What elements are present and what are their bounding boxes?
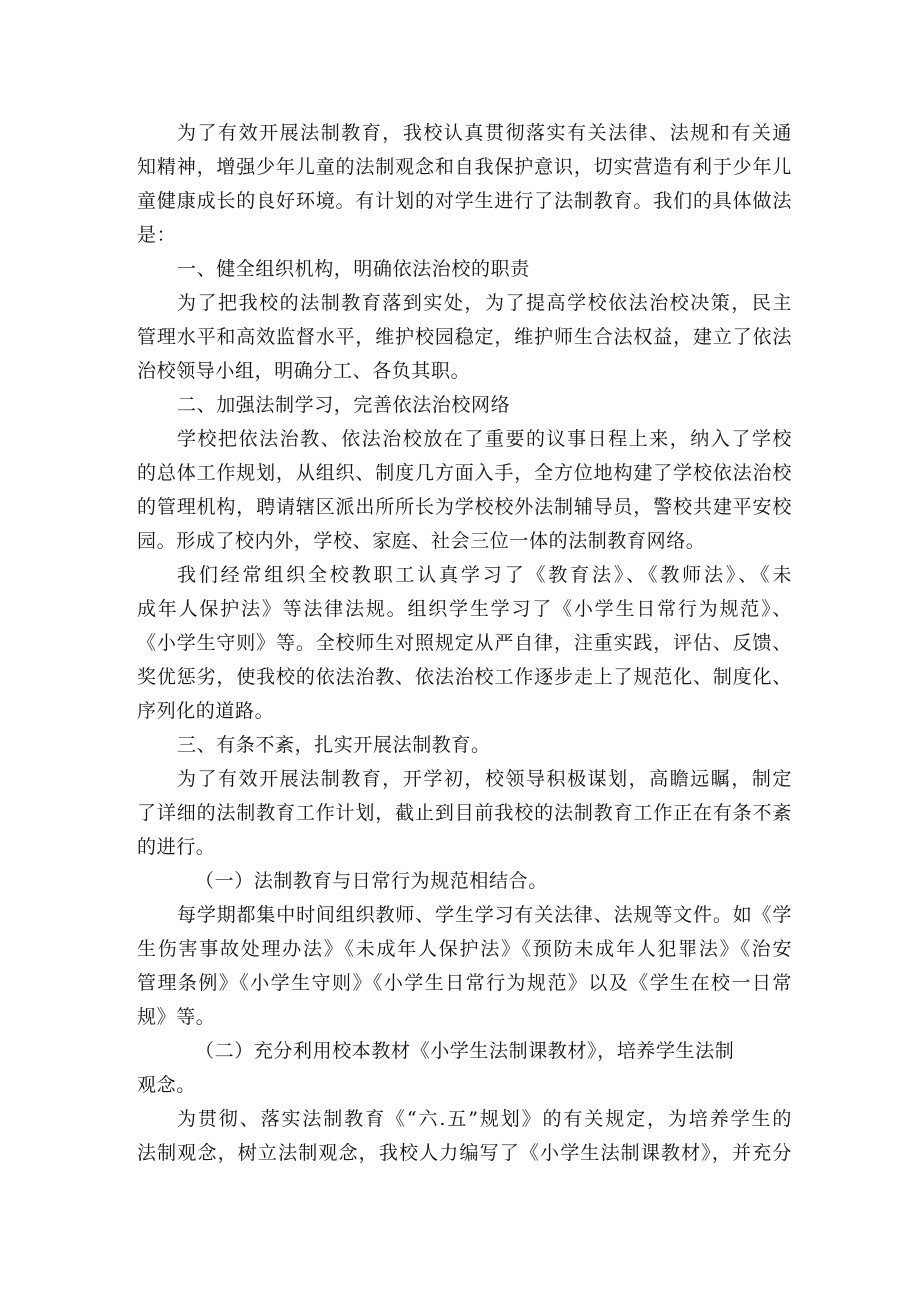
- paragraph-1-line-1: 为了有效开展法制教育，我校认真贯彻落实有关法律、法规和有关通: [177, 122, 792, 144]
- paragraph-1-line-2: 知精神，增强少年儿童的法制观念和自我保护意识，切实营造有利于少年儿: [137, 156, 792, 178]
- paragraph-2-line-2: 管理水平和高效监督水平，维护校园稳定，维护师生合法权益，建立了依法: [137, 326, 792, 348]
- paragraph-4-line-2: 成年人保护法》等法律法规。组织学生学习了《小学生日常行为规范》、: [137, 598, 792, 620]
- paragraph-4-line-1: 我们经常组织全校教职工认真学习了《教育法》、《教师法》、《未: [177, 564, 792, 586]
- paragraph-3-line-4: 园。形成了校内外，学校、家庭、社会三位一体的法制教育网络。: [137, 530, 706, 552]
- paragraph-4-line-4: 奖优惩劣，使我校的依法治教、依法治校工作逐步走上了规范化、制度化、: [137, 666, 792, 688]
- paragraph-5-line-1: 为了有效开展法制教育，开学初，校领导积极谋划，高瞻远瞩，制定: [177, 768, 792, 790]
- paragraph-2-line-1: 为了把我校的法制教育落到实处，为了提高学校依法治校决策，民主: [177, 292, 792, 314]
- section-heading-2: 二、加强法制学习，完善依法治校网络: [177, 394, 511, 416]
- subsection-heading-1: （一）法制教育与日常行为规范相结合。: [195, 870, 548, 892]
- paragraph-1-line-3: 童健康成长的良好环境。有计划的对学生进行了法制教育。我们的具体做法: [137, 190, 792, 212]
- paragraph-3-line-1: 学校把依法治教、依法治校放在了重要的议事日程上来，纳入了学校: [177, 428, 792, 450]
- paragraph-6-line-3: 管理条例》《小学生守则》《小学生日常行为规范》以及《学生在校一日常: [137, 972, 792, 994]
- paragraph-1-line-4: 是：: [137, 224, 177, 246]
- paragraph-6-line-2: 生伤害事故处理办法》《未成年人保护法》《预防未成年人犯罪法》《治安: [137, 938, 792, 960]
- paragraph-4-line-3: 《小学生守则》等。全校师生对照规定从严自律，注重实践，评估、反馈、: [137, 632, 792, 654]
- paragraph-3-line-3: 的管理机构，聘请辖区派出所所长为学校校外法制辅导员，警校共建平安校: [137, 496, 792, 518]
- paragraph-2-line-3: 治校领导小组，明确分工、各负其职。: [137, 360, 471, 382]
- paragraph-7-line-1: 为贯彻、落实法制教育《“六.五”规划》的有关规定，为培养学生的: [177, 1108, 792, 1130]
- section-heading-3: 三、有条不紊，扎实开展法制教育。: [177, 734, 491, 756]
- paragraph-4-line-5: 序列化的道路。: [137, 700, 275, 722]
- subsection-heading-2-line-2: 观念。: [137, 1074, 196, 1096]
- subsection-heading-2-line-1: （二）充分利用校本教材《小学生法制课教材》，培养学生法制: [195, 1040, 735, 1062]
- section-heading-1: 一、健全组织机构，明确依法治校的职责: [177, 258, 530, 280]
- paragraph-6-line-1: 每学期都集中时间组织教师、学生学习有关法律、法规等文件。如《学: [177, 904, 792, 926]
- paragraph-5-line-3: 的进行。: [137, 836, 216, 858]
- paragraph-7-line-2: 法制观念，树立法制观念，我校人力编写了《小学生法制课教材》，并充分: [137, 1142, 792, 1164]
- paragraph-5-line-2: 了详细的法制教育工作计划，截止到目前我校的法制教育工作正在有条不紊: [137, 802, 792, 824]
- paragraph-3-line-2: 的总体工作规划，从组织、制度几方面入手，全方位地构建了学校依法治校: [137, 462, 792, 484]
- paragraph-6-line-4: 规》等。: [137, 1006, 216, 1028]
